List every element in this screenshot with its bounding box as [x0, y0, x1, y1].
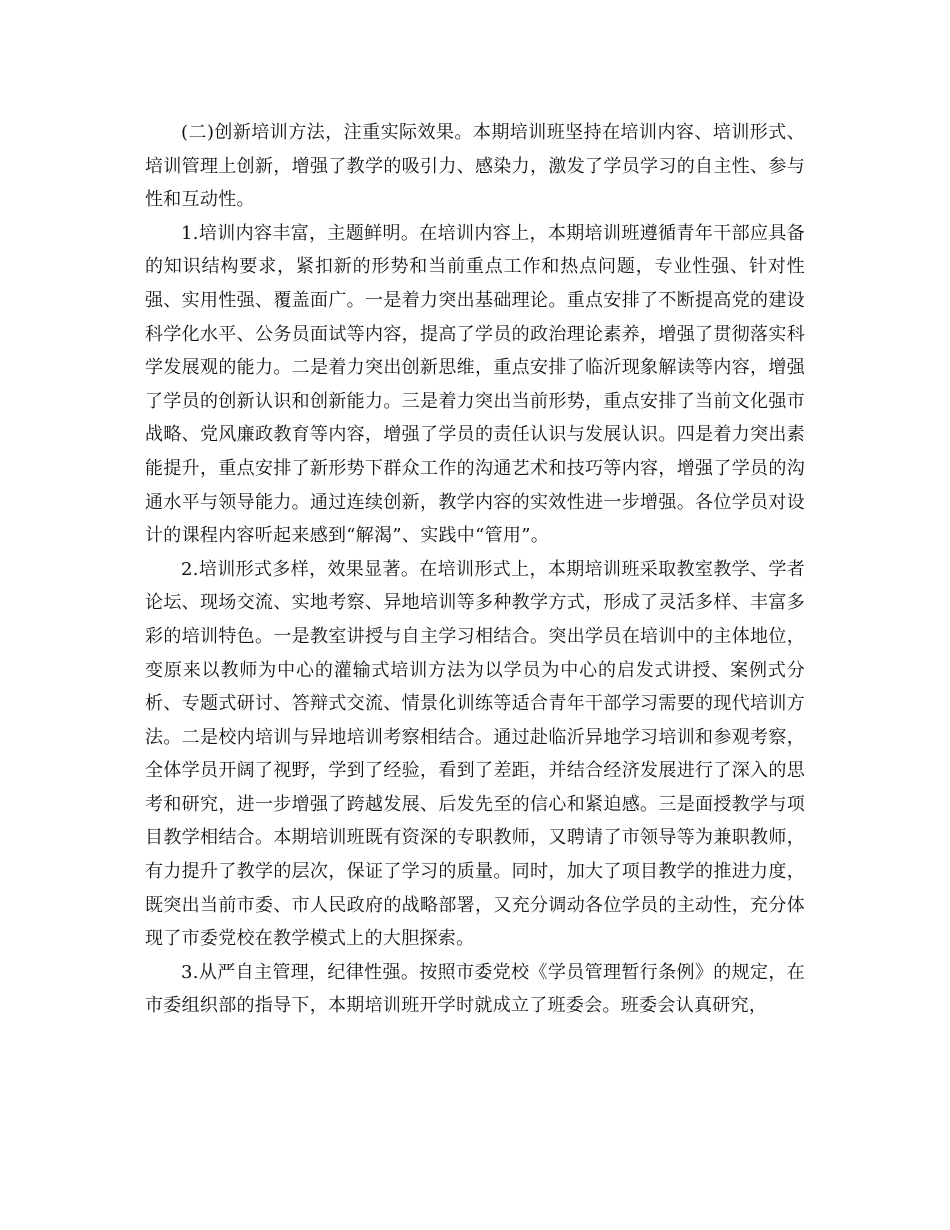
paragraph-training-forms: 2.培训形式多样，效果显著。在培训形式上，本期培训班采取教室教学、学者论坛、现场交流、实地考察、异地培训等多种教学方式，形成了灵活多样、丰富多彩的培训特色。一是教室讲授与自主学习相结合。突出学员在培训中的主体地位，变原来以教师为中心的灌输式培训方法为以学员为中心的启发式讲授、案例式分析、专题式研讨、答辩式交流、情景化训练等适合青年干部学习需要的现代培训方法。二是校内培训与异地培训考察相结合。通过赴临沂异地学习培训和参观考察，全体学员开阔了视野，学到了经验，看到了差距，并结合经济发展进行了深入的思考和研究，进一步增强了跨越发展、后发先至的信心和紧迫感。三是面授教学与项目教学相结合。本期培训班既有资深的专职教师，又聘请了市领导等为兼职教师，有力提升了教学的层次，保证了学习的质量。同时，加大了项目教学的推进力度，既突出当前市委、市人民政府的战略部署，又充分调动各位学员的主动性，充分体现了市委党校在教学模式上的大胆探索。 [145, 558, 805, 950]
paragraph-training-content: 1.培训内容丰富，主题鲜明。在培训内容上，本期培训班遵循青年干部应具备的知识结构要求，紧扣新的形势和当前重点工作和热点问题，专业性强、针对性强、实用性强、覆盖面广。一是着力突出基础理论。重点安排了不断提高党的建设科学化水平、公务员面试等内容，提高了学员的政治理论素养，增强了贯彻落实科学发展观的能力。二是着力突出创新思维，重点安排了临沂现象解读等内容，增强了学员的创新认识和创新能力。三是着力突出当前形势，重点安排了当前文化强市战略、党风廉政教育等内容，增强了学员的责任认识与发展认识。四是着力突出素能提升，重点安排了新形势下群众工作的沟通艺术和技巧等内容，增强了学员的沟通水平与领导能力。通过连续创新，教学内容的实效性进一步增强。各位学员对设计的课程内容听起来感到“解渴”、实践中“管用”。 [145, 222, 805, 547]
paragraph-training-methods: (二)创新培训方法，注重实际效果。本期培训班坚持在培训内容、培训形式、培训管理上创新，增强了教学的吸引力、感染力，激发了学员学习的自主性、参与性和互动性。 [145, 122, 805, 211]
document-body [145, 116, 805, 1023]
paragraph-self-management: 3.从严自主管理，纪律性强。按照市委党校《学员管理暂行条例》的规定，在市委组织部的指导下，本期培训班开学时就成立了班委会。班委会认真研究， [145, 961, 805, 1017]
